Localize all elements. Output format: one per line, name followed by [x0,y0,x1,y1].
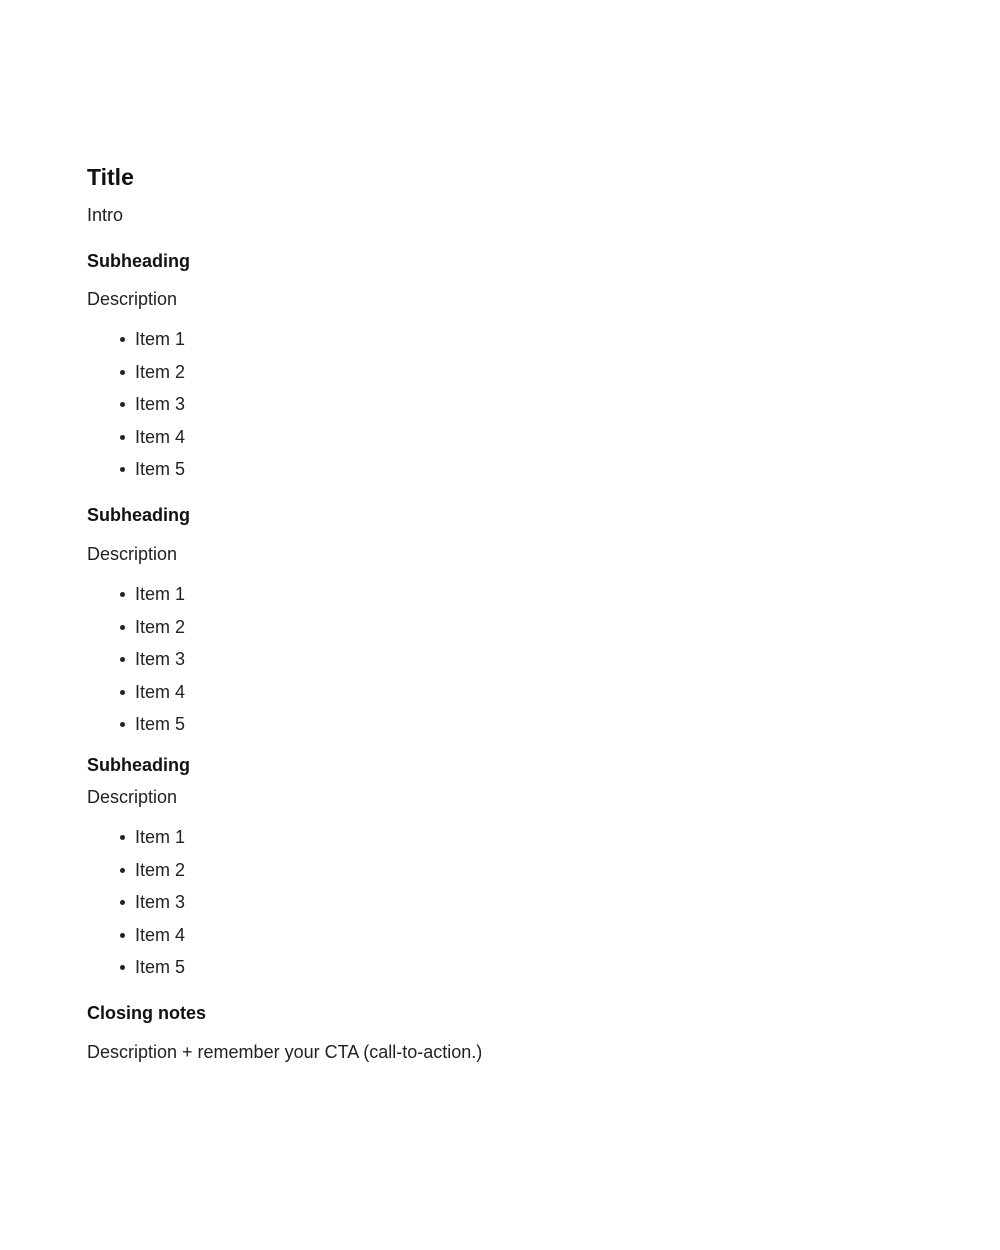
list-item [87,826,927,848]
list-item [87,361,927,383]
bullet-icon [120,722,125,727]
list-item [87,713,927,735]
list-item [87,328,927,350]
list-item [87,681,927,703]
section-description: Description [87,544,178,564]
list-item [87,458,927,480]
bullet-icon [120,657,125,662]
list-item-text: Item 5 [135,957,186,977]
list-item-text: Item 1 [135,329,186,349]
list-item-text: Item 4 [135,681,186,702]
section-subheading: Subheading [87,755,190,775]
list-item-text: Item 3 [135,394,186,414]
list-item [87,393,927,415]
section-description: Description [87,787,178,807]
list-item-text: Item 1 [135,827,186,847]
list-item-text: Item 2 [135,616,186,637]
list-item [87,616,927,638]
section-2 [87,504,927,735]
bullet-icon [120,868,125,873]
list-item [87,648,927,670]
bullet-icon [120,337,125,342]
page-title: Title [87,164,134,190]
list-item-text: Item 2 [135,859,186,880]
bullet-icon [120,690,125,695]
list-item [87,891,927,913]
section-1 [87,250,927,480]
list-item-text: Item 5 [135,714,186,734]
closing-heading: Closing notes [87,1003,207,1023]
bullet-icon [120,467,125,472]
closing-section [87,1002,927,1063]
document [87,163,927,1063]
intro-text: Intro [87,205,124,225]
list-item-text: Item 4 [135,924,186,945]
list-item-text: Item 3 [135,649,186,669]
section-3 [87,754,927,978]
bullet-icon [120,370,125,375]
list-item [87,924,927,946]
list-item-text: Item 1 [135,584,186,604]
bullet-list [87,583,927,735]
bullet-list [87,328,927,480]
closing-description: Description + remember your CTA (call-to-action.) [87,1042,483,1062]
list-item-text: Item 3 [135,892,186,912]
bullet-icon [120,592,125,597]
section-subheading: Subheading [87,505,190,525]
bullet-icon [120,900,125,905]
list-item [87,583,927,605]
bullet-icon [120,625,125,630]
bullet-list [87,826,927,978]
bullet-icon [120,835,125,840]
list-item [87,859,927,881]
list-item-text: Item 4 [135,426,186,447]
bullet-icon [120,965,125,970]
bullet-icon [120,435,125,440]
list-item [87,956,927,978]
list-item-text: Item 5 [135,459,186,479]
section-description: Description [87,289,178,309]
list-item-text: Item 2 [135,361,186,382]
list-item [87,426,927,448]
bullet-icon [120,933,125,938]
bullet-icon [120,402,125,407]
section-subheading: Subheading [87,251,190,271]
